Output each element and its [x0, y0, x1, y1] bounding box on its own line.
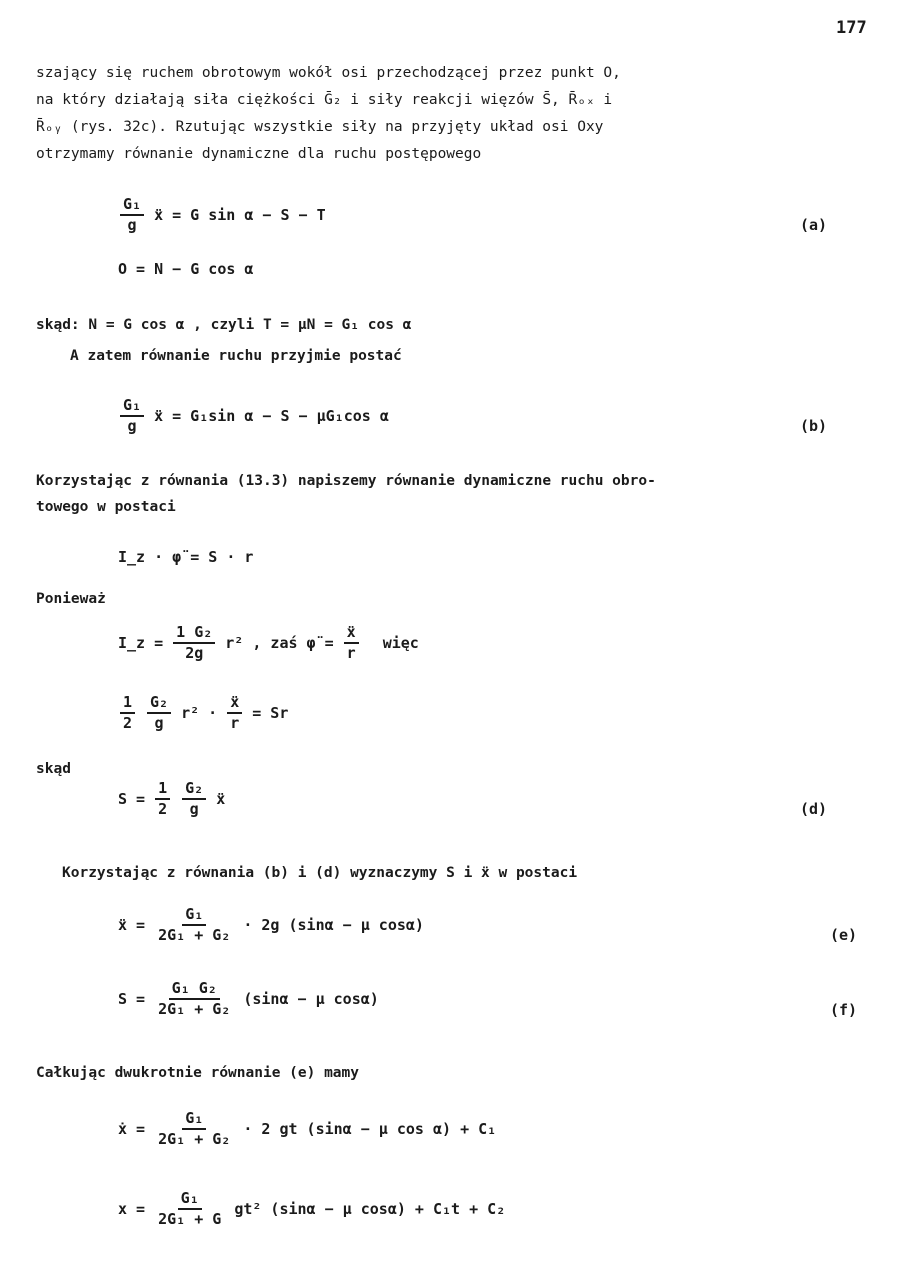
fraction: $\frac{\text{G₁}}{\text{2G₁ + G₂}}$ [158, 1109, 231, 1148]
equation-f: S = $\frac{\text{G₁ G₂}}{\text{2G₁ + G₂}}$ (sinα − μ cosα) [118, 979, 379, 1018]
equation-e: ẍ = $\frac{\text{G₁}}{\text{2G₁ + G₂}}$ · 2g (sinα − μ cosα) [118, 905, 424, 944]
text-line: R̄ₒᵧ (rys. 32c). Rzutując wszystkie siły na przyjęty układ osi Oxy [36, 119, 604, 135]
equation-position: x = $\frac{\text{G₁}}{\text{2G₁ + G}}$ gt² (sinα − μ cosα) + C₁t + C₂ [118, 1189, 506, 1228]
fraction: $\frac{1}{2}$ [120, 694, 135, 731]
fraction: $\frac{\text{G₁}}{\text{2G₁ + G₂}}$ [158, 905, 231, 944]
text-line: Korzystając z równania (13.3) napiszemy równanie dynamiczne ruchu obro- [36, 473, 656, 489]
equation-label: (b) [800, 417, 828, 435]
equation-label: (a) [800, 216, 828, 234]
fraction: $\frac{\text{G₁ G₂}}{\text{2G₁ + G₂}}$ [158, 979, 231, 1018]
equation-d: S = $\frac{1}{2}$ $\frac{\text{G₂}}{g}$ ẍ [118, 779, 226, 818]
fraction: $\frac{\text{G₁}}{\text{2G₁ + G}}$ [158, 1189, 222, 1228]
fraction: $\frac{\text{1 G₂}}{2g}$ [173, 624, 215, 661]
text-line: Całkując dwukrotnie równanie (e) mamy [36, 1065, 360, 1081]
equation-a: $\frac{\text{G₁}}{g}$ ẍ = G sin α − S − T [118, 196, 326, 233]
equation-iz: I_z = $\frac{\text{1 G₂}}{2g}$ r² , zaś φ̈ = $\frac{\text{ẍ}}{r}$ więc [118, 623, 419, 662]
fraction: $\frac{\text{G₂}}{g}$ [182, 780, 206, 817]
text-line: na który działają siła ciężkości Ḡ₂ i siły reakcji więzów S̄, R̄ₒₓ i [36, 92, 613, 108]
fraction: $\frac{\text{ẍ}}{r}$ [227, 694, 242, 731]
fraction: $\frac{1}{2}$ [155, 780, 170, 817]
text-line: skąd: N = G cos α , czyli T = μN = G₁ cos α [36, 317, 412, 333]
equation-rotation: I_z · φ̈ = S · r [118, 548, 254, 566]
equation-label: (f) [830, 1001, 858, 1019]
equation-half: $\frac{1}{2}$ $\frac{\text{G₂}}{g}$ r² · $\frac{\text{ẍ}}{r}$ = Sr [118, 694, 288, 731]
text-line: szający się ruchem obrotowym wokół osi przechodzącej przez punkt O, [36, 65, 621, 81]
equation-label: (d) [800, 800, 828, 818]
page-number: 177 [836, 18, 867, 38]
equation-b: $\frac{\text{G₁}}{g}$ ẍ = G₁sin α − S − μG₁cos α [118, 397, 389, 434]
fraction: $\frac{\text{G₁}}{g}$ [120, 397, 144, 434]
equation-velocity: ẋ = $\frac{\text{G₁}}{\text{2G₁ + G₂}}$ · 2 gt (sinα − μ cos α) + C₁ [118, 1109, 497, 1148]
text-line: Korzystając z równania (b) i (d) wyznaczymy S i ẍ w postaci [62, 865, 578, 881]
text-line: otrzymamy równanie dynamiczne dla ruchu postępowego [36, 146, 482, 162]
text-line: skąd [36, 761, 71, 777]
fraction: $\frac{\text{ẍ}}{r}$ [344, 624, 359, 661]
fraction: $\frac{\text{G₂}}{g}$ [147, 694, 171, 731]
equation-label: (e) [830, 926, 858, 944]
fraction: $\frac{\text{G₁}}{g}$ [120, 196, 144, 233]
text-line: towego w postaci [36, 499, 176, 515]
text-line: Ponieważ [36, 591, 106, 607]
text-line: A zatem równanie ruchu przyjmie postać [70, 348, 402, 364]
equation-a2: O = N − G cos α [118, 260, 254, 278]
